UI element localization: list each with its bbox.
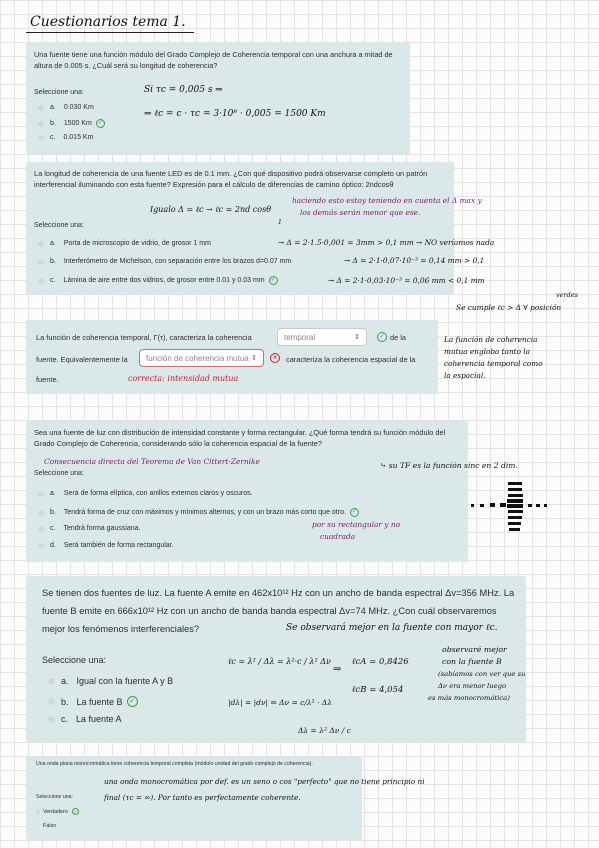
handwritten-note: → Δ = 2·1·0,07·10⁻³ = 0,14 mm > 0,1 [344, 256, 485, 265]
question-text: de la [390, 333, 407, 342]
handwritten-note: Se cumple ℓc > Δ ∀ posición [456, 303, 562, 312]
cross-icon: ✕ [270, 353, 280, 363]
question-text: Una onda plana monocromática tiene coherencia temporal completa (módulo unidad del grado complejo de coherencia). [36, 761, 313, 767]
option-letter: c. [50, 525, 56, 532]
option-c[interactable] [48, 714, 122, 724]
radio-button[interactable] [36, 824, 40, 828]
handwritten-note [444, 334, 543, 382]
radio-button[interactable] [38, 510, 44, 516]
note-line: observaré mejor [442, 645, 507, 654]
radio-button[interactable] [38, 259, 44, 265]
radio-button[interactable] [36, 810, 40, 814]
option-false[interactable] [36, 823, 56, 829]
check-icon: ✓ [351, 509, 357, 515]
handwritten-note: Consecuencia directa del Teorema de Van Cittert-Zernike [44, 457, 260, 466]
question-text: La longitud de coherencia de una fuente LED es de 0.1 mm. ¿Con qué dispositivo podrá observarse completo un patrón interferencial iluminando con esta fuente? Expresión para el cálculo de diferencias de camino óptico: 2ndcosθ [34, 169, 428, 190]
dropdown-value: función de coherencia mutua [146, 353, 249, 363]
question-text: caracteriza la coherencia espacial de la [286, 355, 416, 364]
note-line: es más monocromática) [428, 694, 510, 702]
option-letter: a. [50, 490, 56, 497]
note-line: coherencia temporal como [444, 359, 543, 368]
option-text: 0.015 Km [63, 134, 94, 141]
option-text: Verdadero [43, 808, 68, 815]
option-a[interactable] [48, 676, 173, 686]
handwritten-note: final (τc = ∞). Por tanto es perfectamente coherente. [104, 793, 301, 802]
note-line: con la fuente B [442, 657, 502, 666]
radio-button[interactable] [38, 543, 44, 549]
handwritten-note: cuadrada [320, 532, 356, 541]
handwritten-note: Se observará mejor en la fuente con mayor ℓc. [286, 623, 498, 633]
handwritten-note: verdes [556, 291, 578, 299]
note-line: La función de coherencia [444, 335, 538, 344]
title-underline [26, 32, 194, 33]
note-line: (sabíamos con ver que su [438, 670, 526, 678]
option-text: Será de forma elíptica, con anillos externos claros y oscuros. [63, 490, 253, 497]
option-letter: c. [50, 277, 56, 284]
correction-note: correcta: intensidad mutua [128, 374, 239, 383]
radio-button[interactable] [38, 278, 44, 284]
dropdown-temporal[interactable] [277, 328, 367, 346]
option-a[interactable] [38, 240, 211, 247]
option-b[interactable] [48, 696, 138, 707]
note-line: Δν era menor luego [438, 682, 507, 690]
option-c[interactable] [38, 525, 141, 532]
dropdown-mutua[interactable] [139, 349, 264, 367]
option-letter: b. [50, 258, 56, 265]
handwritten-note: → Δ = 2·1·0,03·10⁻³ = 0,06 mm < 0,1 mm [328, 276, 485, 285]
option-letter: a. [50, 104, 56, 111]
option-text: Falso [43, 823, 57, 829]
option-text: Tendrá forma de cruz con máximos y mínimos alternos, y con un brazo más corto que otro. [63, 509, 346, 516]
option-c[interactable] [38, 276, 278, 285]
page-title: Cuestionarios tema 1. [30, 14, 186, 30]
select-label: Seleccione una: [36, 794, 73, 800]
handwritten-note: ⇒ [333, 664, 342, 675]
chevron-updown-icon: ⇕ [251, 355, 257, 362]
option-text: Porta de microscopio de vidrio, de grosor 1 mm [63, 240, 211, 247]
handwritten-note: ℓcA = 0,8426 [352, 657, 409, 667]
dropdown-value: temporal [284, 332, 316, 342]
option-b[interactable] [38, 119, 105, 128]
select-label: Seleccione una: [34, 470, 84, 477]
radio-button[interactable] [38, 526, 44, 532]
option-letter: b. [50, 120, 56, 127]
note-line: la espacial. [444, 371, 486, 380]
handwritten-note: haciendo esto estoy teniendo en cuenta el Δ max y [292, 196, 482, 205]
option-letter: b. [61, 696, 69, 707]
option-text: Tendrá forma gaussiana. [63, 525, 141, 532]
handwritten-note: ⤷ su TF es la función sinc en 2 dim. [380, 461, 518, 470]
option-text: Lámina de aire entre dos vidrios, de grosor entre 0.01 y 0.03 mm [63, 277, 265, 284]
handwritten-note: |dλ| = |dν| ⇒ Δν = c/λ² · Δλ [228, 698, 332, 707]
handwritten-note: 1 [278, 219, 282, 226]
question-text: fuente. Equivalentemente la [36, 355, 128, 364]
radio-button[interactable] [38, 241, 44, 247]
option-text: Interferómetro de Michelson, con separación entre los brazos d=0.07 mm [63, 258, 292, 265]
radio-button[interactable] [38, 105, 44, 111]
handwritten-note: Δλ = λ² Δν / c [298, 726, 351, 735]
radio-button[interactable] [48, 716, 55, 723]
handwritten-note: Igualo Δ = ℓc → ℓc = 2nd cosθ [150, 205, 272, 214]
note-line: mutua engloba tanto la [444, 347, 530, 356]
option-d[interactable] [38, 542, 174, 549]
handwritten-note [428, 644, 526, 704]
question-text: fuente. [36, 375, 59, 384]
option-text: La fuente B [76, 696, 123, 707]
radio-button[interactable] [38, 135, 44, 141]
option-b[interactable] [38, 258, 291, 265]
option-text: La fuente A [76, 714, 122, 724]
option-text: 0.030 Km [63, 104, 94, 111]
check-icon: ✓ [127, 696, 138, 707]
option-c[interactable] [38, 134, 93, 141]
handwritten-note: → Δ = 2·1.5·0,001 = 3mm > 0,1 mm → NO veríamos nada [278, 238, 495, 247]
sinc-cross-sketch [470, 478, 550, 534]
select-label: Seleccione una: [42, 655, 107, 665]
option-letter: a. [61, 676, 69, 686]
option-a[interactable] [38, 490, 253, 497]
option-letter: b. [50, 509, 56, 516]
radio-button[interactable] [38, 491, 44, 497]
option-text: Será también de forma rectangular. [63, 542, 174, 549]
option-true[interactable] [36, 808, 79, 815]
handwritten-note: los demás serán menor que ese. [300, 208, 421, 217]
question-text: Una fuente tiene una función módulo del Grado Complejo de Coherencia temporal con una anchura a mitad de altura de 0.005 s. ¿Cuál será su longitud de coherencia? [34, 50, 393, 71]
option-b[interactable] [38, 508, 359, 517]
question-text: La función de coherencia temporal, Γ(τ), caracteriza la coherencia [36, 333, 252, 342]
chevron-updown-icon: ⇕ [354, 334, 360, 341]
select-label: Seleccione una: [34, 89, 84, 96]
option-letter: c. [61, 714, 69, 724]
option-letter: c. [50, 134, 56, 141]
question-text: Sea una fuente de luz con distribución de intensidad constante y forma rectangular. ¿Qué forma tendrá su función módulo del Grado Complejo de Coherencia, considerando sólo la coherencia espacial de la fuente? [34, 428, 446, 449]
check-icon: ✓ [270, 277, 276, 283]
handwritten-note: una onda monocromática por def. es un seno o cos "perfecto" que no tiene principio ni [104, 777, 425, 786]
check-icon: ✓ [377, 332, 387, 342]
option-letter: d. [50, 542, 56, 549]
handwritten-note: ℓc = λ² / Δλ = λ²·c / λ² Δν [228, 657, 331, 666]
option-letter: a. [50, 240, 56, 247]
handwritten-note: ℓcB = 4,054 [352, 685, 404, 695]
radio-button[interactable] [48, 678, 55, 685]
question-text: Se tienen dos fuentes de luz. La fuente A emite en 462x10¹² Hz con un ancho de banda espectral Δv=356 MHz. La fuente B emite en 666x10¹² Hz con un ancho de banda banda espectral Δv=74 MHz. ¿Con cuál observaremos mejor los fenómenos interferenciales? [42, 588, 515, 634]
option-text: 1500 Km [63, 120, 92, 127]
radio-button[interactable] [48, 698, 55, 705]
handwritten-note: ⇒ ℓc = c · τc = 3·10⁸ · 0,005 = 1500 Km [144, 109, 326, 119]
check-icon: ✓ [73, 809, 78, 814]
radio-button[interactable] [38, 121, 44, 127]
option-a[interactable] [38, 104, 94, 111]
select-label: Seleccione una: [34, 222, 84, 229]
option-text: Igual con la fuente A y B [76, 676, 174, 686]
handwritten-note: Si τc = 0,005 s ⇒ [144, 85, 223, 95]
check-icon: ✓ [97, 120, 103, 126]
handwritten-note: por su rectangular y no [312, 520, 401, 529]
